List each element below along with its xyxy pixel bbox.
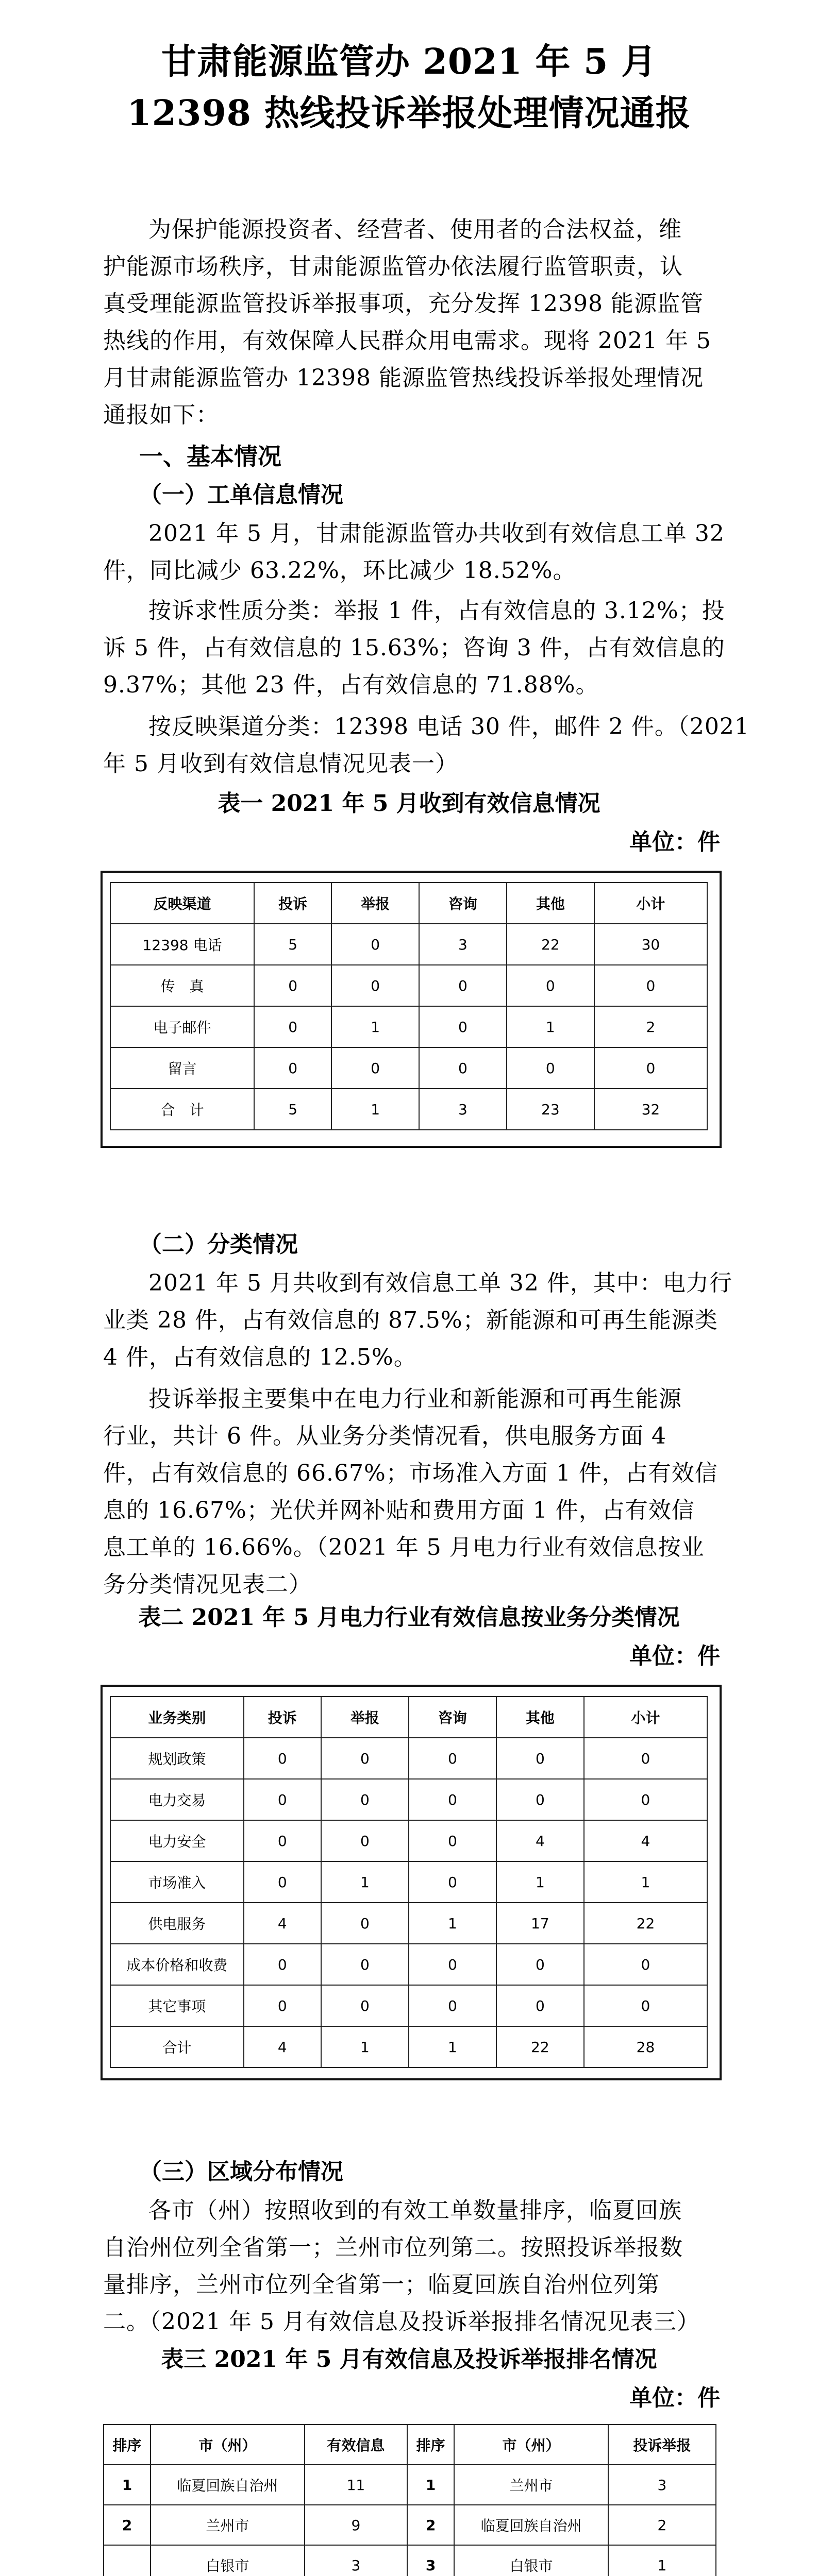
paragraph-line: 务分类情况见表二） (103, 1571, 312, 1598)
table-cell: 0 (244, 1944, 321, 1985)
channel-classification-paragraph (103, 708, 749, 783)
paragraph-line: 按反映渠道分类：12398 电话 30 件，邮件 2 件。（2021 (148, 714, 749, 740)
table-cell: 0 (584, 1738, 707, 1779)
paragraph-line: 息工单的 16.66%。（2021 年 5 月电力行业有效信息按业 (103, 1534, 705, 1561)
table2-unit: 单位：件 (629, 1643, 720, 1669)
table3-caption: 表三 2021 年 5 月有效信息及投诉举报排名情况 (161, 2346, 657, 2372)
table-cell: 0 (321, 1944, 409, 1985)
table2-caption: 表二 2021 年 5 月电力行业有效信息按业务分类情况 (138, 1604, 680, 1631)
table-cell: 12398 电话 (110, 924, 254, 965)
region-paragraph (103, 2192, 716, 2341)
table-cell: 规划政策 (110, 1738, 244, 1779)
table-cell: 30 (594, 924, 707, 965)
paragraph-line: 2021 年 5 月，甘肃能源监管办共收到有效信息工单 32 (148, 520, 725, 547)
city-cell: 白银市 (151, 2545, 305, 2576)
paragraph-line: 按诉求性质分类：举报 1 件，占有效信息的 3.12%；投 (148, 598, 725, 624)
table-cell: 其它事项 (110, 1985, 244, 2026)
paragraph-line: 月甘肃能源监管办 12398 能源监管热线投诉举报处理情况 (103, 365, 704, 391)
table-cell: 1 (321, 1861, 409, 1903)
column-header: 市（州） (151, 2425, 305, 2465)
table-cell: 0 (584, 1944, 707, 1985)
table-row (110, 1985, 707, 2026)
paragraph-line: 为保护能源投资者、经营者、使用者的合法权益，维 (148, 216, 682, 243)
paragraph-line: 真受理能源监管投诉举报事项，充分发挥 12398 能源监管 (103, 291, 704, 317)
value-cell: 1 (608, 2545, 716, 2576)
table-cell: 0 (321, 1779, 409, 1820)
column-header: 小计 (594, 883, 707, 924)
paragraph-line: 二。（2021 年 5 月有效信息及投诉举报排名情况见表三） (103, 2309, 700, 2335)
table-cell: 0 (419, 1047, 507, 1089)
table-row (110, 1006, 707, 1047)
table-cell: 32 (594, 1089, 707, 1130)
table-cell: 市场准入 (110, 1861, 244, 1903)
table-row (110, 1779, 707, 1820)
table-cell: 0 (254, 1047, 331, 1089)
table-row (110, 1089, 707, 1130)
table-cell: 电子邮件 (110, 1006, 254, 1047)
table-cell: 3 (419, 1089, 507, 1130)
table-cell: 1 (331, 1006, 419, 1047)
column-header: 咨询 (419, 883, 507, 924)
table-cell: 4 (244, 2026, 321, 2067)
subheading-tickets: （一）工单信息情况 (139, 482, 343, 508)
table3-unit: 单位：件 (629, 2385, 720, 2411)
paragraph-line: 业类 28 件，占有效信息的 87.5%；新能源和可再生能源类 (103, 1307, 718, 1333)
table-cell: 0 (584, 1779, 707, 1820)
table-row (104, 2505, 716, 2545)
column-header: 排序 (104, 2425, 151, 2465)
paragraph-line: 热线的作用，有效保障人民群众用电需求。现将 2021 年 5 (103, 328, 711, 354)
paragraph-line: 量排序，兰州市位列全省第一；临夏回族自治州位列第 (103, 2272, 660, 2298)
table-cell: 0 (409, 1985, 496, 2026)
column-header: 小计 (584, 1697, 707, 1738)
table-cell: 4 (244, 1903, 321, 1944)
paragraph-line: 息的 16.67%；光伏并网补贴和费用方面 1 件，占有效信 (103, 1497, 695, 1523)
column-header: 其他 (496, 1697, 584, 1738)
table-row (110, 1944, 707, 1985)
table-cell: 1 (409, 1903, 496, 1944)
city-cell: 临夏回族自治州 (454, 2505, 608, 2545)
table3 (103, 2424, 716, 2576)
table-cell: 0 (244, 1779, 321, 1820)
table-cell: 1 (331, 1089, 419, 1130)
column-header: 咨询 (409, 1697, 496, 1738)
table-row (110, 1903, 707, 1944)
table-cell: 合 计 (110, 1089, 254, 1130)
table-cell: 2 (594, 1006, 707, 1047)
table-cell: 0 (409, 1944, 496, 1985)
table-cell: 4 (496, 1820, 584, 1861)
rank-cell: 1 (104, 2465, 151, 2505)
table-cell: 0 (496, 1944, 584, 1985)
city-cell: 临夏回族自治州 (151, 2465, 305, 2505)
table-cell: 0 (584, 1985, 707, 2026)
paragraph-line: 护能源市场秩序，甘肃能源监管办依法履行监管职责，认 (103, 253, 683, 280)
table-cell: 传 真 (110, 965, 254, 1006)
table-cell: 0 (594, 1047, 707, 1089)
business-category-paragraph (103, 1381, 716, 1603)
table-cell: 1 (409, 2026, 496, 2067)
rank-cell: 3 (407, 2545, 454, 2576)
column-header: 有效信息 (305, 2425, 407, 2465)
table-cell: 合计 (110, 2026, 244, 2067)
rank-cell (104, 2545, 151, 2576)
table-row (110, 1047, 707, 1089)
table-row (110, 924, 707, 965)
table-cell: 0 (244, 1738, 321, 1779)
table-row (110, 965, 707, 1006)
column-header: 业务类别 (110, 1697, 244, 1738)
paragraph-line: 4 件，占有效信息的 12.5%。 (103, 1344, 417, 1370)
table-row (110, 2026, 707, 2067)
table-cell: 0 (244, 1861, 321, 1903)
table-row (110, 1820, 707, 1861)
paragraph-line: 通报如下： (103, 402, 219, 428)
rank-cell: 2 (407, 2505, 454, 2545)
rank-cell: 1 (407, 2465, 454, 2505)
table-cell: 0 (507, 1047, 594, 1089)
table-cell: 0 (254, 965, 331, 1006)
table-cell: 0 (419, 965, 507, 1006)
paragraph-line: 各市（州）按照收到的有效工单数量排序，临夏回族 (148, 2197, 682, 2224)
table-cell: 23 (507, 1089, 594, 1130)
paragraph-line: 件，占有效信息的 66.67%；市场准入方面 1 件，占有效信 (103, 1460, 718, 1486)
table-row (110, 1738, 707, 1779)
city-cell: 兰州市 (454, 2465, 608, 2505)
paragraph-line: 件，同比减少 63.22%，环比减少 18.52%。 (103, 557, 576, 584)
table-cell: 0 (254, 1006, 331, 1047)
subheading-region: （三）区域分布情况 (139, 2159, 343, 2185)
value-cell: 11 (305, 2465, 407, 2505)
table-cell: 0 (244, 1985, 321, 2026)
city-cell: 兰州市 (151, 2505, 305, 2545)
table-cell: 成本价格和收费 (110, 1944, 244, 1985)
table-cell: 0 (409, 1861, 496, 1903)
table-cell: 0 (496, 1738, 584, 1779)
paragraph-line: 9.37%；其他 23 件，占有效信息的 71.88%。 (103, 672, 599, 698)
column-header: 反映渠道 (110, 883, 254, 924)
table-cell: 0 (244, 1820, 321, 1861)
paragraph-line: 投诉举报主要集中在电力行业和新能源和可再生能源 (148, 1386, 682, 1412)
table-cell: 0 (409, 1779, 496, 1820)
table-cell: 供电服务 (110, 1903, 244, 1944)
table-cell: 0 (496, 1779, 584, 1820)
tickets-summary-paragraph (103, 515, 725, 589)
table-row (104, 2465, 716, 2505)
column-header: 投诉 (254, 883, 331, 924)
subheading-classification: （二）分类情况 (139, 1231, 298, 1258)
table-cell: 0 (321, 1985, 409, 2026)
table-cell: 0 (321, 1738, 409, 1779)
column-header: 投诉举报 (608, 2425, 716, 2465)
value-cell: 9 (305, 2505, 407, 2545)
table-cell: 0 (321, 1820, 409, 1861)
column-header: 投诉 (244, 1697, 321, 1738)
table-cell: 3 (419, 924, 507, 965)
table-cell: 1 (584, 1861, 707, 1903)
city-cell: 白银市 (454, 2545, 608, 2576)
rank-cell: 2 (104, 2505, 151, 2545)
table-cell: 5 (254, 924, 331, 965)
table-cell: 电力安全 (110, 1820, 244, 1861)
table-cell: 22 (584, 1903, 707, 1944)
table-cell: 17 (496, 1903, 584, 1944)
table-cell: 4 (584, 1820, 707, 1861)
table-cell: 电力交易 (110, 1779, 244, 1820)
table-cell: 28 (584, 2026, 707, 2067)
doc-title-line1: 甘肃能源监管办 2021 年 5 月 (161, 41, 657, 82)
column-header: 举报 (331, 883, 419, 924)
table-cell: 22 (507, 924, 594, 965)
intro-paragraph (103, 211, 716, 434)
table-cell: 5 (254, 1089, 331, 1130)
value-cell: 3 (305, 2545, 407, 2576)
section-heading-basic: 一、基本情况 (139, 443, 281, 470)
classification-paragraph (103, 1265, 732, 1376)
value-cell: 2 (608, 2505, 716, 2545)
table-cell: 22 (496, 2026, 584, 2067)
table-cell: 1 (507, 1006, 594, 1047)
table-cell: 0 (594, 965, 707, 1006)
column-header: 市（州） (454, 2425, 608, 2465)
doc-title-line2: 12398 热线投诉举报处理情况通报 (127, 93, 691, 134)
column-header: 其他 (507, 883, 594, 924)
table-cell: 0 (321, 1903, 409, 1944)
paragraph-line: 自治州位列全省第一；兰州市位列第二。按照投诉举报数 (103, 2234, 683, 2261)
table-cell: 0 (507, 965, 594, 1006)
column-header: 排序 (407, 2425, 454, 2465)
table-cell: 留言 (110, 1047, 254, 1089)
table1 (110, 882, 708, 1130)
table-row (110, 1861, 707, 1903)
value-cell: 3 (608, 2465, 716, 2505)
table-cell: 0 (419, 1006, 507, 1047)
table-cell: 0 (496, 1985, 584, 2026)
table1-caption: 表一 2021 年 5 月收到有效信息情况 (218, 790, 600, 817)
table-row (104, 2545, 716, 2576)
column-header: 举报 (321, 1697, 409, 1738)
paragraph-line: 行业，共计 6 件。从业务分类情况看，供电服务方面 4 (103, 1423, 666, 1449)
paragraph-line: 2021 年 5 月共收到有效信息工单 32 件，其中：电力行 (148, 1270, 732, 1296)
table1-unit: 单位：件 (629, 829, 720, 855)
paragraph-line: 年 5 月收到有效信息情况见表一） (103, 751, 458, 777)
table-cell: 0 (409, 1738, 496, 1779)
table-cell: 1 (496, 1861, 584, 1903)
table2 (110, 1696, 708, 2068)
nature-classification-paragraph (103, 592, 725, 704)
paragraph-line: 诉 5 件，占有效信息的 15.63%；咨询 3 件，占有效信息的 (103, 635, 725, 661)
table-cell: 0 (331, 1047, 419, 1089)
table-cell: 0 (331, 965, 419, 1006)
table-cell: 1 (321, 2026, 409, 2067)
table-cell: 0 (331, 924, 419, 965)
table-cell: 0 (409, 1820, 496, 1861)
